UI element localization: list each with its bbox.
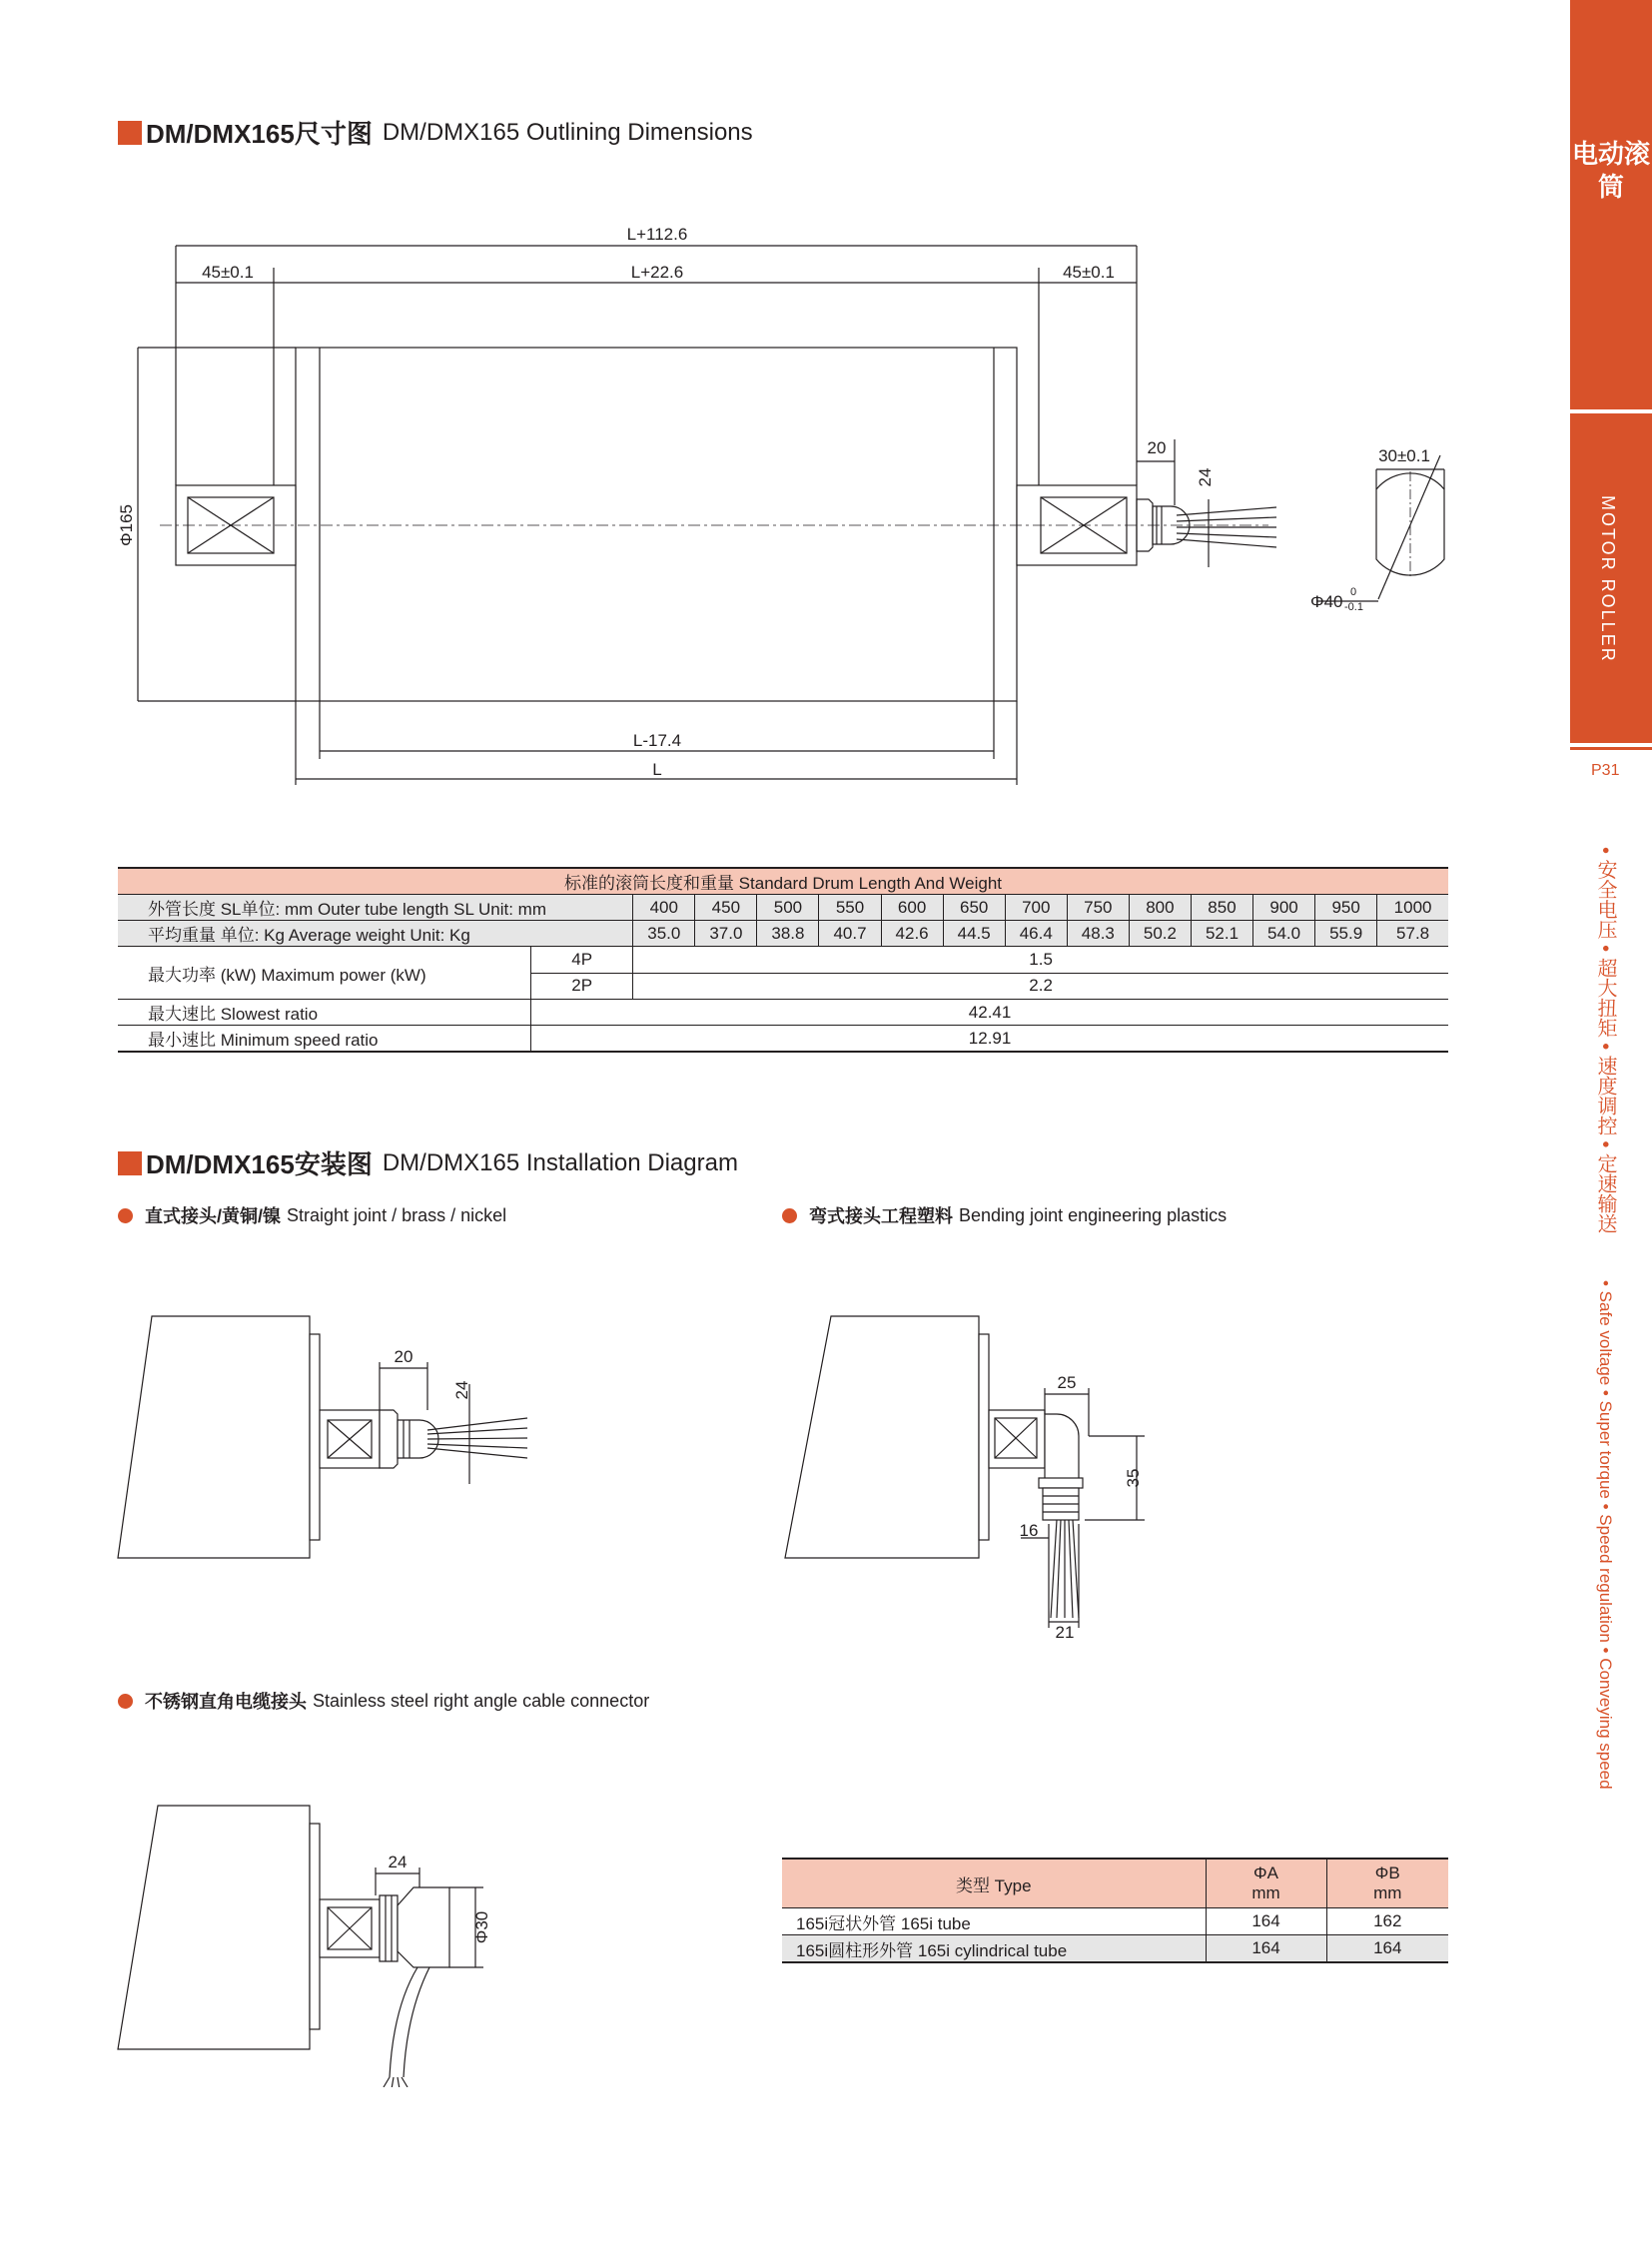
length-cell: 600 <box>881 895 943 921</box>
bullet-dot-icon <box>782 1208 797 1223</box>
type-row-1-a: 164 <box>1206 1908 1326 1935</box>
length-cell: 400 <box>633 895 695 921</box>
bend-dim-35: 35 <box>1124 1468 1143 1488</box>
weight-cell: 38.8 <box>757 921 819 947</box>
p2-value: 2.2 <box>633 973 1448 1000</box>
bullet-dot-icon <box>118 1694 133 1709</box>
dim-length: L <box>652 760 662 779</box>
type-row-1-b: 162 <box>1326 1908 1448 1935</box>
power-label: 最大功率 (kW) Maximum power (kW) <box>118 947 531 1000</box>
weight-cell: 54.0 <box>1253 921 1315 947</box>
straight-joint-caption: 直式接头/黄铜/镍 Straight joint / brass / nickel <box>118 1202 506 1228</box>
weight-cell: 35.0 <box>633 921 695 947</box>
type-header: 类型 Type <box>782 1859 1206 1908</box>
drum-end <box>785 1316 979 1558</box>
straight-joint-drawing <box>100 1298 559 1598</box>
slowest-label: 最大速比 Slowest ratio <box>118 1000 531 1026</box>
weight-label: 平均重量 单位: Kg Average weight Unit: Kg <box>118 921 633 947</box>
spec-table-title: 标准的滚筒长度和重量 Standard Drum Length And Weight <box>118 868 1448 895</box>
bend-dim-25: 25 <box>1057 1373 1077 1392</box>
bending-joint-caption: 弯式接头工程塑料 Bending joint engineering plastics <box>782 1202 1227 1228</box>
length-cell: 450 <box>695 895 757 921</box>
sidebar-top-block <box>1570 0 1652 409</box>
sidebar-features-en: • Safe voltage • Super torque • Speed regulation • Conveying speed <box>1596 1280 1615 1790</box>
type-row-2: 165i圆柱形外管 165i cylindrical tube <box>782 1935 1206 1963</box>
ss-dim-phi30: Φ30 <box>472 1910 491 1944</box>
spec-table <box>118 867 1448 1053</box>
weight-cell: 40.7 <box>819 921 881 947</box>
type-row-2-a: 164 <box>1206 1935 1326 1963</box>
phiA-header: ΦA mm <box>1206 1859 1326 1908</box>
bend-dim-21: 21 <box>1055 1623 1075 1642</box>
weight-cell: 48.3 <box>1067 921 1129 947</box>
drum-end <box>118 1806 310 2049</box>
dim-mid: L+22.6 <box>630 263 684 282</box>
min-label: 最小速比 Minimum speed ratio <box>118 1026 531 1053</box>
weight-cell: 44.5 <box>943 921 1005 947</box>
dim-left-shaft: 45±0.1 <box>202 263 254 282</box>
outline-drawing <box>0 0 1558 799</box>
ss-connector-drawing <box>100 1788 559 2087</box>
straight-dim-w: 20 <box>394 1347 413 1366</box>
dim-right-shaft: 45±0.1 <box>1063 263 1115 282</box>
bullet-dot-icon <box>118 1208 133 1223</box>
length-cell: 750 <box>1067 895 1129 921</box>
dim-shaft-tol-down: -0.1 <box>1344 601 1363 613</box>
type-table <box>782 1858 1448 1963</box>
drum-end <box>118 1316 310 1558</box>
dim-inner: L-17.4 <box>632 731 682 750</box>
length-cell: 950 <box>1315 895 1377 921</box>
ss-dim-24: 24 <box>388 1853 408 1871</box>
weight-cell: 57.8 <box>1377 921 1448 947</box>
p4-value: 1.5 <box>633 947 1448 974</box>
weight-cell: 42.6 <box>881 921 943 947</box>
bend-dim-16: 16 <box>1019 1521 1039 1540</box>
dim-diameter: Φ165 <box>117 504 136 546</box>
dim-cable: 24 <box>1196 467 1215 487</box>
length-cell: 650 <box>943 895 1005 921</box>
straight-dim-h: 24 <box>452 1380 471 1400</box>
dim-gland: 20 <box>1147 438 1167 457</box>
ss-connector-caption: 不锈钢直角电缆接头 Stainless steel right angle cable connector <box>118 1688 649 1714</box>
p2-label: 2P <box>531 973 633 1000</box>
weight-cell: 50.2 <box>1129 921 1191 947</box>
length-cell: 700 <box>1005 895 1067 921</box>
min-value: 12.91 <box>531 1026 1448 1053</box>
dim-flat: 30±0.1 <box>1378 446 1430 465</box>
weight-cell: 37.0 <box>695 921 757 947</box>
length-cell: 1000 <box>1377 895 1448 921</box>
type-row-2-b: 164 <box>1326 1935 1448 1963</box>
drum-body <box>296 348 1017 701</box>
length-label: 外管长度 SL单位: mm Outer tube length SL Unit: mm <box>118 895 633 921</box>
sidebar-cn-title: 电动滚筒 <box>1571 139 1650 202</box>
length-cell: 500 <box>757 895 819 921</box>
phiB-header: ΦB mm <box>1326 1859 1448 1908</box>
sidebar-features-cn: • 安全电压 • 超大扭矩 • 速度调控 • 定速输送 <box>1594 847 1616 1233</box>
sidebar-divider <box>1570 747 1652 750</box>
page-number: P31 <box>1591 762 1620 779</box>
section2-title: DM/DMX165安装图 DM/DMX165 Installation Diagram <box>118 1144 738 1181</box>
section1-title: DM/DMX165尺寸图 DM/DMX165 Outlining Dimensions <box>118 114 753 151</box>
dim-total: L+112.6 <box>626 225 688 244</box>
dim-shaft-tol-up: 0 <box>1350 586 1357 598</box>
weight-cell: 52.1 <box>1191 921 1252 947</box>
type-row-1: 165i冠状外管 165i tube <box>782 1908 1206 1935</box>
length-cell: 800 <box>1129 895 1191 921</box>
length-cell: 900 <box>1253 895 1315 921</box>
bending-joint-drawing <box>769 1298 1229 1658</box>
title-square-icon <box>118 1151 142 1175</box>
sidebar-en-title: MOTOR ROLLER <box>1598 495 1618 663</box>
length-cell: 850 <box>1191 895 1252 921</box>
length-cell: 550 <box>819 895 881 921</box>
weight-cell: 46.4 <box>1005 921 1067 947</box>
weight-cell: 55.9 <box>1315 921 1377 947</box>
slowest-value: 42.41 <box>531 1000 1448 1026</box>
dim-shaft-dia: Φ40 <box>1310 592 1343 611</box>
p4-label: 4P <box>531 947 633 974</box>
